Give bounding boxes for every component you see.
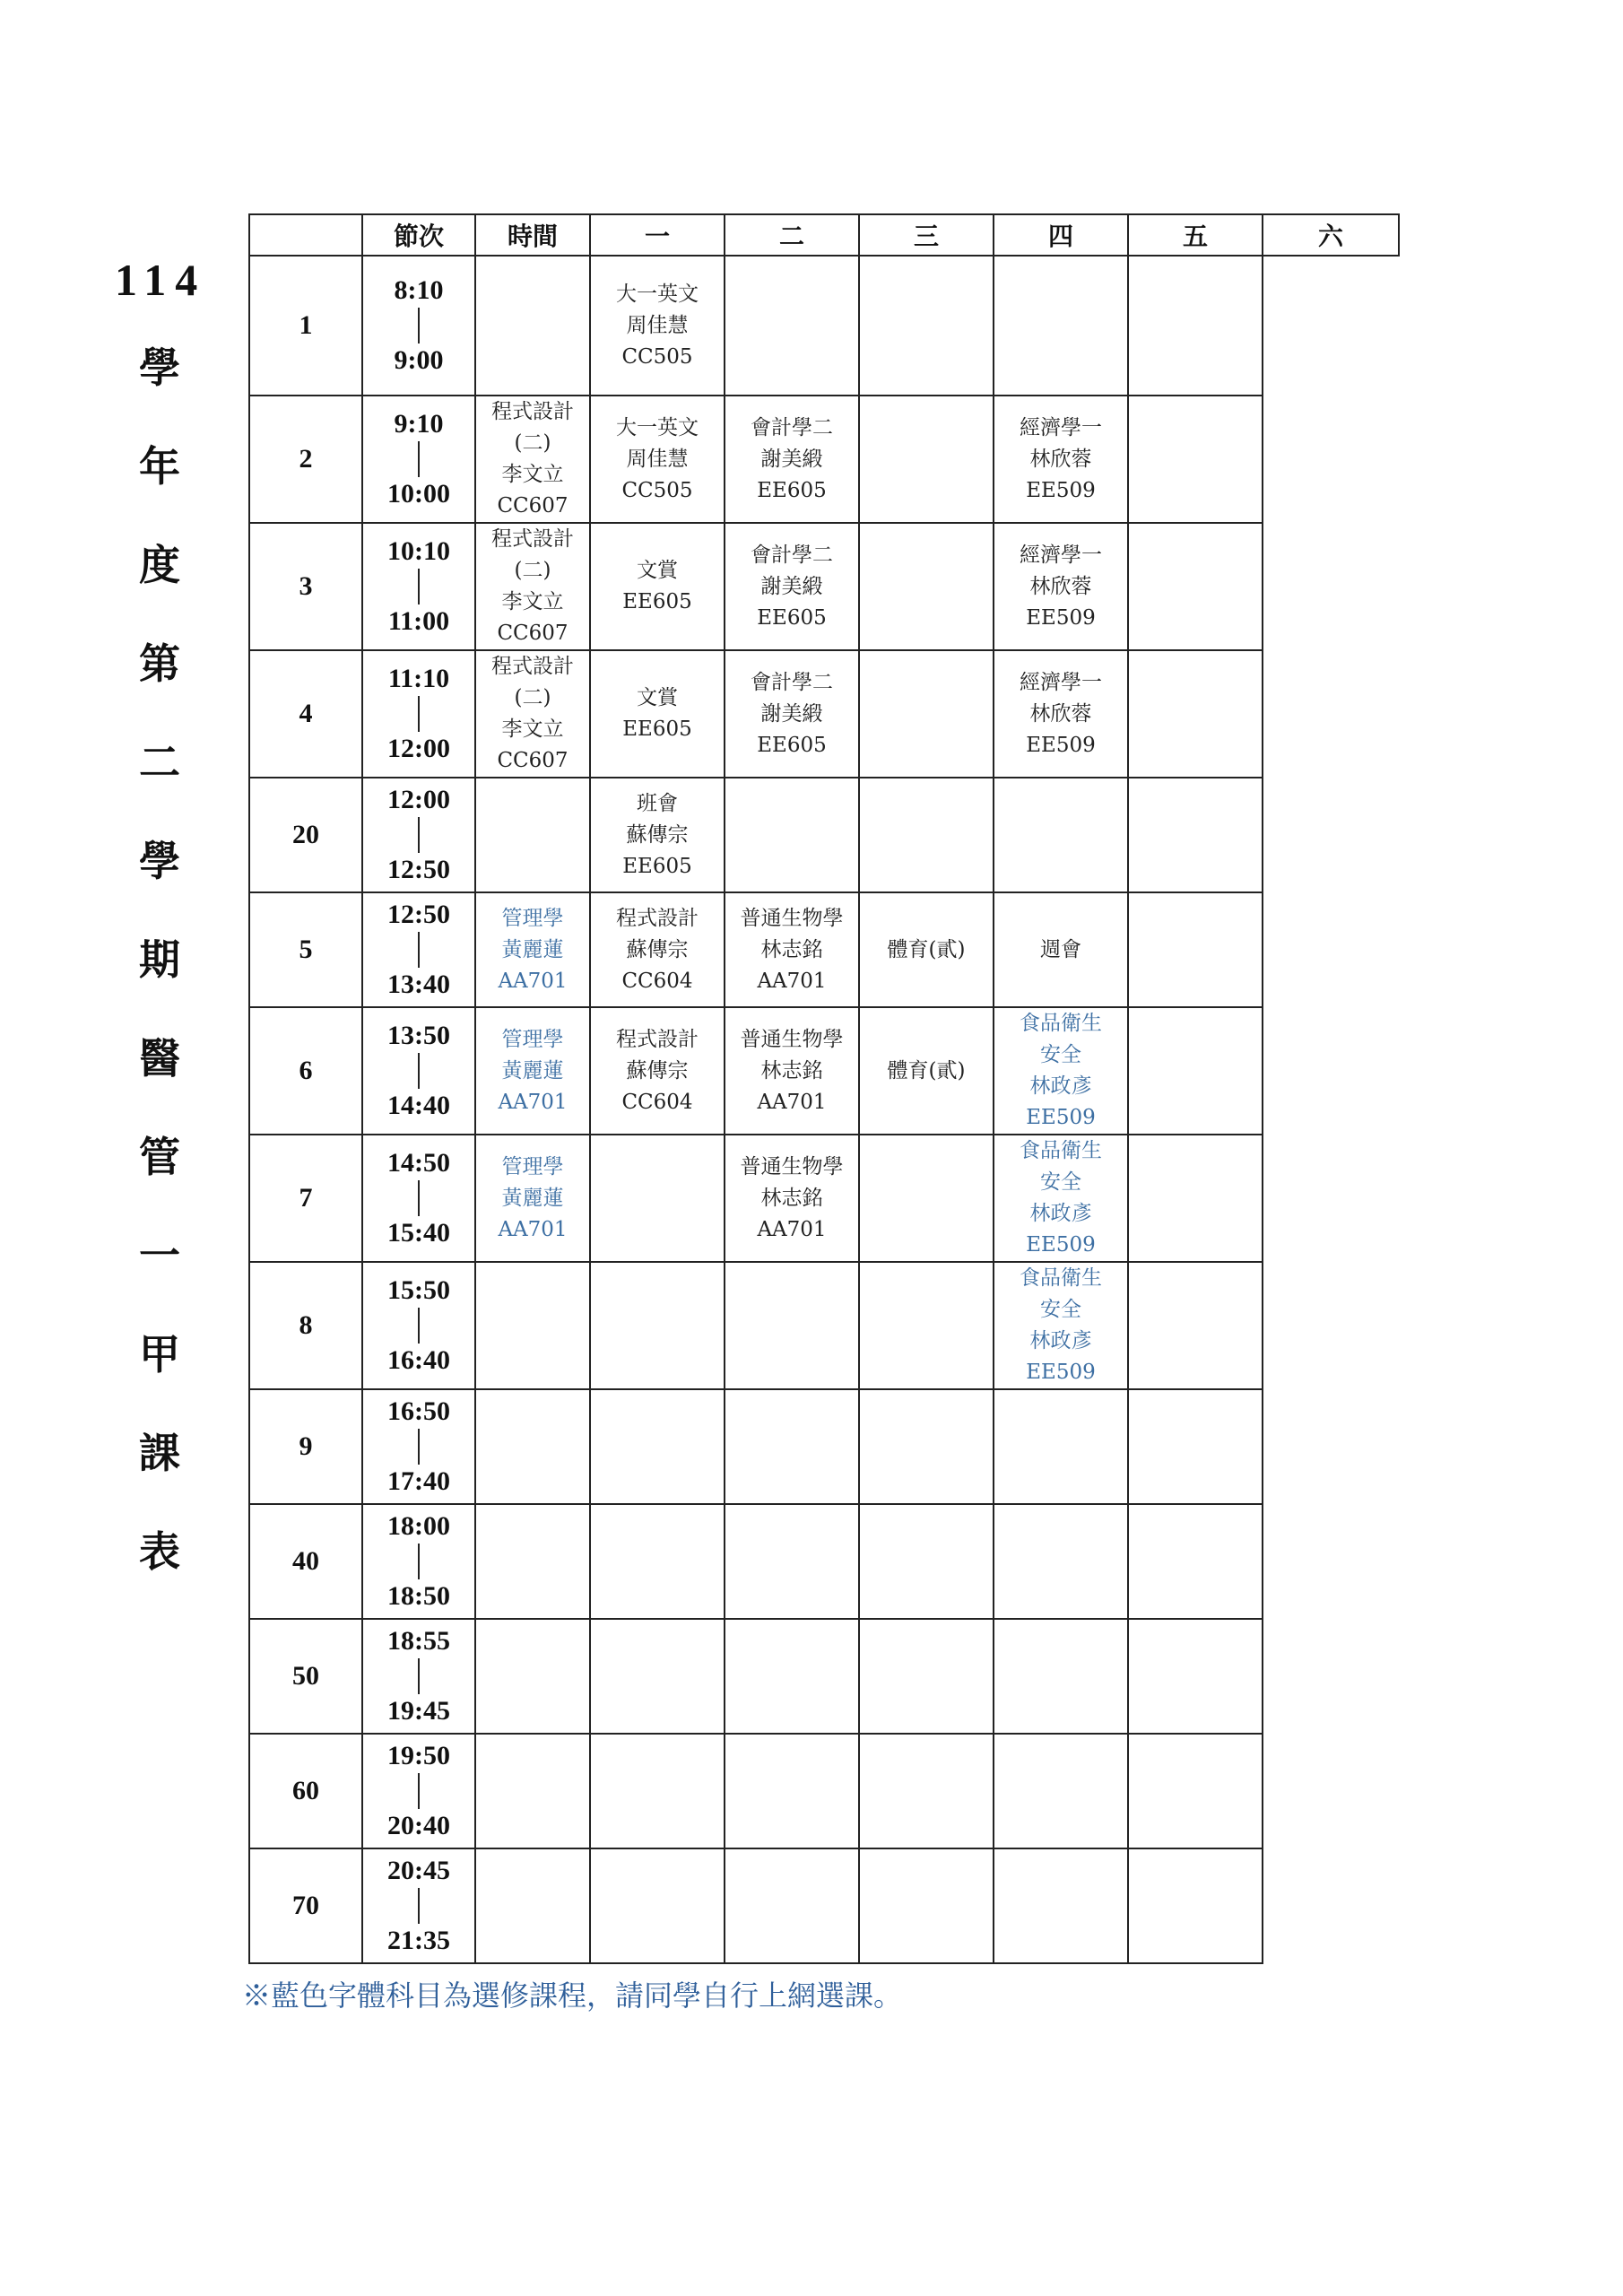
time-end: 12:00	[387, 734, 450, 763]
time-range	[362, 1389, 475, 1504]
time-start: 9:10	[394, 409, 444, 439]
course-cell	[590, 650, 725, 778]
empty-cell	[994, 778, 1128, 892]
time-range	[362, 1848, 475, 1963]
empty-cell	[475, 1848, 590, 1963]
time-end: 17:40	[387, 1466, 450, 1496]
empty-cell	[1128, 396, 1263, 523]
course-line: EE605	[757, 605, 827, 630]
course-line: 李文立	[501, 590, 564, 613]
course-line: 週會	[1040, 937, 1081, 961]
course-cell	[994, 1135, 1128, 1262]
course-line: EE509	[1026, 605, 1096, 630]
course-line: 林政彥	[1029, 1074, 1092, 1098]
time-end: 11:00	[387, 606, 450, 636]
course-line: 李文立	[501, 718, 564, 741]
empty-cell	[1128, 1619, 1263, 1734]
course-cell	[994, 396, 1128, 523]
course-line: AA701	[498, 1090, 568, 1114]
elective-note: ※藍色字體科目為選修課程，請同學自行上網選課。	[242, 1979, 903, 2013]
course-line: AA701	[757, 969, 827, 993]
course-line: 謝美緞	[760, 574, 823, 598]
time-separator	[418, 1544, 420, 1579]
title-char: 醫	[139, 1034, 180, 1083]
schedule-table	[248, 213, 1400, 1964]
empty-cell	[859, 1848, 994, 1963]
time-separator	[418, 696, 420, 732]
course-cell	[475, 650, 590, 778]
time-range	[362, 1262, 475, 1389]
course-line: 管理學	[501, 1154, 564, 1178]
empty-cell	[590, 1262, 725, 1389]
course-line: 會計學二	[751, 670, 833, 694]
course-line: 林志銘	[760, 1186, 823, 1210]
empty-cell	[1128, 778, 1263, 892]
empty-cell	[725, 256, 859, 396]
time-start: 15:50	[387, 1275, 450, 1305]
time-start: 18:00	[387, 1511, 450, 1541]
period-number: 5	[249, 892, 362, 1007]
empty-cell	[1128, 1734, 1263, 1848]
empty-cell	[725, 1504, 859, 1619]
course-line: EE605	[622, 590, 692, 613]
empty-cell	[1128, 523, 1263, 650]
schedule-row	[249, 650, 1399, 778]
course-line: 林欣蓉	[1029, 701, 1092, 726]
empty-cell	[859, 1262, 994, 1389]
title-char: 甲	[139, 1330, 180, 1378]
schedule-row	[249, 1389, 1399, 1504]
title-char: 年	[139, 442, 180, 491]
course-line: 程式設計	[616, 906, 699, 930]
course-line: (二)	[514, 559, 551, 582]
empty-cell	[1128, 1504, 1263, 1619]
time-end: 12:50	[387, 855, 450, 884]
course-line: 安全	[1040, 1298, 1081, 1321]
course-line: EE605	[622, 854, 692, 878]
course-line: CC604	[621, 1090, 693, 1114]
course-line: 周佳慧	[626, 313, 689, 337]
title-char: 表	[139, 1527, 180, 1576]
period-number: 20	[249, 778, 362, 892]
empty-cell	[1128, 1262, 1263, 1389]
time-separator	[418, 1429, 420, 1465]
empty-cell	[994, 1848, 1128, 1963]
title-char: 第	[139, 639, 180, 688]
time-start: 11:10	[387, 664, 450, 693]
time-start: 12:00	[387, 785, 450, 814]
empty-cell	[590, 1135, 725, 1262]
course-line: CC607	[497, 494, 568, 517]
course-line: (二)	[514, 686, 551, 709]
course-line: 安全	[1040, 1170, 1081, 1194]
empty-cell	[590, 1504, 725, 1619]
course-cell	[859, 892, 994, 1007]
course-cell	[994, 1262, 1128, 1389]
course-line: CC505	[621, 478, 693, 502]
time-range	[362, 1619, 475, 1734]
course-line: 食品衛生	[1020, 1139, 1102, 1162]
empty-cell	[1128, 256, 1263, 396]
course-line: 食品衛生	[1020, 1266, 1102, 1290]
course-line: 班會	[637, 791, 678, 815]
course-line: 林政彥	[1029, 1329, 1092, 1352]
course-line: 謝美緞	[760, 447, 823, 471]
time-end: 9:00	[394, 345, 444, 375]
course-line: CC607	[497, 622, 568, 645]
time-start: 12:50	[387, 900, 450, 929]
course-line: 會計學二	[751, 415, 833, 439]
course-line: 大一英文	[616, 282, 699, 306]
title-char: 學	[139, 837, 180, 885]
time-separator	[418, 1053, 420, 1089]
time-separator	[418, 441, 420, 477]
course-line: 周佳慧	[626, 447, 689, 471]
time-start: 20:45	[387, 1856, 450, 1885]
course-cell	[725, 892, 859, 1007]
course-line: EE509	[1026, 478, 1096, 502]
course-line: 文賞	[637, 559, 678, 582]
period-number: 8	[249, 1262, 362, 1389]
empty-cell	[1128, 1389, 1263, 1504]
course-cell	[859, 1007, 994, 1135]
period-number: 2	[249, 396, 362, 523]
header-day-thu: 四	[994, 214, 1128, 256]
empty-cell	[475, 1262, 590, 1389]
time-end: 13:40	[387, 970, 450, 999]
schedule-row	[249, 1007, 1399, 1135]
course-line: 食品衛生	[1020, 1012, 1102, 1035]
period-number: 3	[249, 523, 362, 650]
course-line: 安全	[1040, 1043, 1081, 1066]
empty-cell	[475, 1389, 590, 1504]
title-char: 期	[139, 935, 180, 984]
course-cell	[725, 650, 859, 778]
course-line: 普通生物學	[740, 906, 844, 930]
course-line: 體育(貳)	[887, 937, 966, 961]
sidebar	[249, 214, 362, 256]
empty-cell	[725, 1848, 859, 1963]
time-separator	[418, 569, 420, 604]
period-number: 70	[249, 1848, 362, 1963]
title-char: 二	[139, 738, 180, 787]
course-line: 黃麗蓮	[501, 1186, 564, 1210]
empty-cell	[475, 1619, 590, 1734]
empty-cell	[994, 1389, 1128, 1504]
empty-cell	[859, 778, 994, 892]
course-cell	[994, 650, 1128, 778]
header-day-wed: 三	[859, 214, 994, 256]
course-cell	[475, 1135, 590, 1262]
course-line: EE509	[1026, 1361, 1096, 1384]
empty-cell	[859, 650, 994, 778]
empty-cell	[725, 1734, 859, 1848]
course-cell	[590, 523, 725, 650]
course-line: AA701	[498, 1217, 568, 1241]
empty-cell	[1128, 892, 1263, 1007]
title-char: 課	[139, 1429, 180, 1477]
course-cell	[994, 892, 1128, 1007]
empty-cell	[994, 256, 1128, 396]
course-cell	[994, 1007, 1128, 1135]
course-line: 管理學	[501, 906, 564, 930]
time-separator	[418, 1180, 420, 1216]
course-line: 蘇傳宗	[626, 1058, 689, 1083]
course-line: (二)	[514, 431, 551, 455]
time-range	[362, 256, 475, 396]
schedule-row	[249, 892, 1399, 1007]
course-line: AA701	[757, 1090, 827, 1114]
time-end: 19:45	[387, 1696, 450, 1726]
schedule-row	[249, 1504, 1399, 1619]
course-line: 文賞	[637, 686, 678, 709]
course-cell	[590, 256, 725, 396]
course-line: 體育(貳)	[887, 1058, 966, 1083]
course-cell	[590, 892, 725, 1007]
empty-cell	[859, 523, 994, 650]
time-range	[362, 1734, 475, 1848]
course-line: 謝美緞	[760, 701, 823, 726]
schedule-row	[249, 256, 1399, 396]
schedule-row	[249, 1262, 1399, 1389]
empty-cell	[725, 1619, 859, 1734]
course-line: 普通生物學	[740, 1154, 844, 1178]
time-start: 13:50	[387, 1021, 450, 1050]
course-cell	[590, 1007, 725, 1135]
course-line: 程式設計	[491, 655, 574, 678]
title-char: 度	[139, 541, 180, 589]
empty-cell	[859, 1389, 994, 1504]
header-row	[249, 214, 1399, 256]
time-separator	[418, 1888, 420, 1924]
schedule-row	[249, 1734, 1399, 1848]
course-line: 林志銘	[760, 937, 823, 961]
course-line: EE605	[622, 718, 692, 741]
empty-cell	[994, 1504, 1128, 1619]
header-period: 節次	[362, 214, 475, 256]
time-end: 20:40	[387, 1811, 450, 1840]
title-char: 一	[139, 1231, 180, 1280]
time-end: 15:40	[387, 1218, 450, 1248]
time-start: 8:10	[394, 275, 444, 305]
empty-cell	[475, 1734, 590, 1848]
course-line: 大一英文	[616, 415, 699, 439]
course-line: 林欣蓉	[1029, 574, 1092, 598]
time-range	[362, 650, 475, 778]
period-number: 7	[249, 1135, 362, 1262]
empty-cell	[1128, 650, 1263, 778]
course-line: 普通生物學	[740, 1027, 844, 1051]
schedule-row	[249, 778, 1399, 892]
empty-cell	[859, 1504, 994, 1619]
empty-cell	[590, 1734, 725, 1848]
empty-cell	[1128, 1135, 1263, 1262]
period-number: 40	[249, 1504, 362, 1619]
course-cell	[475, 523, 590, 650]
course-line: 林欣蓉	[1029, 447, 1092, 471]
schedule-row	[249, 1619, 1399, 1734]
course-line: 李文立	[501, 463, 564, 486]
course-line: CC604	[621, 969, 693, 993]
time-range	[362, 1007, 475, 1135]
empty-cell	[859, 1734, 994, 1848]
time-range	[362, 778, 475, 892]
header-day-fri: 五	[1128, 214, 1263, 256]
time-separator	[418, 1308, 420, 1344]
course-line: 程式設計	[491, 400, 574, 423]
course-line: AA701	[498, 969, 568, 993]
empty-cell	[590, 1619, 725, 1734]
header-time: 時間	[475, 214, 590, 256]
schedule-row	[249, 396, 1399, 523]
empty-cell	[859, 1135, 994, 1262]
time-separator	[418, 308, 420, 344]
course-line: 黃麗蓮	[501, 937, 564, 961]
period-number: 9	[249, 1389, 362, 1504]
empty-cell	[859, 396, 994, 523]
time-start: 18:55	[387, 1626, 450, 1656]
empty-cell	[725, 778, 859, 892]
schedule-row	[249, 1848, 1399, 1963]
time-separator	[418, 1658, 420, 1694]
period-number: 1	[249, 256, 362, 396]
time-start: 19:50	[387, 1741, 450, 1770]
course-cell	[725, 523, 859, 650]
time-separator	[418, 932, 420, 968]
empty-cell	[1128, 1848, 1263, 1963]
course-cell	[590, 396, 725, 523]
course-line: EE605	[757, 478, 827, 502]
course-cell	[475, 892, 590, 1007]
time-range	[362, 1135, 475, 1262]
course-cell	[994, 523, 1128, 650]
schedule-row	[249, 1135, 1399, 1262]
time-range	[362, 892, 475, 1007]
course-line: 經濟學一	[1020, 415, 1102, 439]
period-number: 6	[249, 1007, 362, 1135]
course-cell	[475, 396, 590, 523]
empty-cell	[590, 1389, 725, 1504]
time-start: 14:50	[387, 1148, 450, 1178]
course-line: EE605	[757, 733, 827, 757]
time-end: 18:50	[387, 1581, 450, 1611]
title-year: 114	[115, 255, 207, 305]
empty-cell	[475, 778, 590, 892]
title-vertical	[115, 318, 204, 1601]
empty-cell	[859, 256, 994, 396]
course-line: 程式設計	[491, 527, 574, 551]
empty-cell	[725, 1389, 859, 1504]
course-line: 經濟學一	[1020, 543, 1102, 567]
course-line: 蘇傳宗	[626, 822, 689, 847]
time-end: 14:40	[387, 1091, 450, 1120]
course-line: 程式設計	[616, 1027, 699, 1051]
period-number: 4	[249, 650, 362, 778]
schedule-row	[249, 523, 1399, 650]
course-line: 林志銘	[760, 1058, 823, 1083]
course-cell	[725, 396, 859, 523]
empty-cell	[1128, 1007, 1263, 1135]
empty-cell	[859, 1619, 994, 1734]
time-separator	[418, 1773, 420, 1809]
course-line: AA701	[757, 1217, 827, 1241]
period-number: 60	[249, 1734, 362, 1848]
course-line: 管理學	[501, 1027, 564, 1051]
course-line: EE509	[1026, 733, 1096, 757]
time-start: 10:10	[387, 536, 450, 566]
empty-cell	[475, 256, 590, 396]
title-char: 學	[139, 344, 180, 392]
time-range	[362, 523, 475, 650]
course-cell	[590, 778, 725, 892]
title-char: 管	[139, 1133, 180, 1181]
course-line: CC505	[621, 344, 693, 369]
empty-cell	[590, 1848, 725, 1963]
course-line: EE509	[1026, 1233, 1096, 1257]
course-cell	[725, 1135, 859, 1262]
empty-cell	[475, 1504, 590, 1619]
time-end: 16:40	[387, 1345, 450, 1375]
time-range	[362, 1504, 475, 1619]
course-line: CC607	[497, 749, 568, 772]
course-line: 黃麗蓮	[501, 1058, 564, 1083]
header-day-sat: 六	[1263, 214, 1399, 256]
course-line: 會計學二	[751, 543, 833, 567]
course-line: 經濟學一	[1020, 670, 1102, 694]
time-end: 10:00	[387, 479, 450, 509]
course-line: EE509	[1026, 1106, 1096, 1129]
header-day-tue: 二	[725, 214, 859, 256]
time-start: 16:50	[387, 1396, 450, 1426]
course-line: 蘇傳宗	[626, 937, 689, 961]
period-number: 50	[249, 1619, 362, 1734]
course-cell	[475, 1007, 590, 1135]
time-range	[362, 396, 475, 523]
time-separator	[418, 817, 420, 853]
time-end: 21:35	[387, 1926, 450, 1955]
empty-cell	[725, 1262, 859, 1389]
course-line: 林政彥	[1029, 1202, 1092, 1225]
empty-cell	[994, 1619, 1128, 1734]
header-day-mon: 一	[590, 214, 725, 256]
empty-cell	[994, 1734, 1128, 1848]
course-cell	[725, 1007, 859, 1135]
